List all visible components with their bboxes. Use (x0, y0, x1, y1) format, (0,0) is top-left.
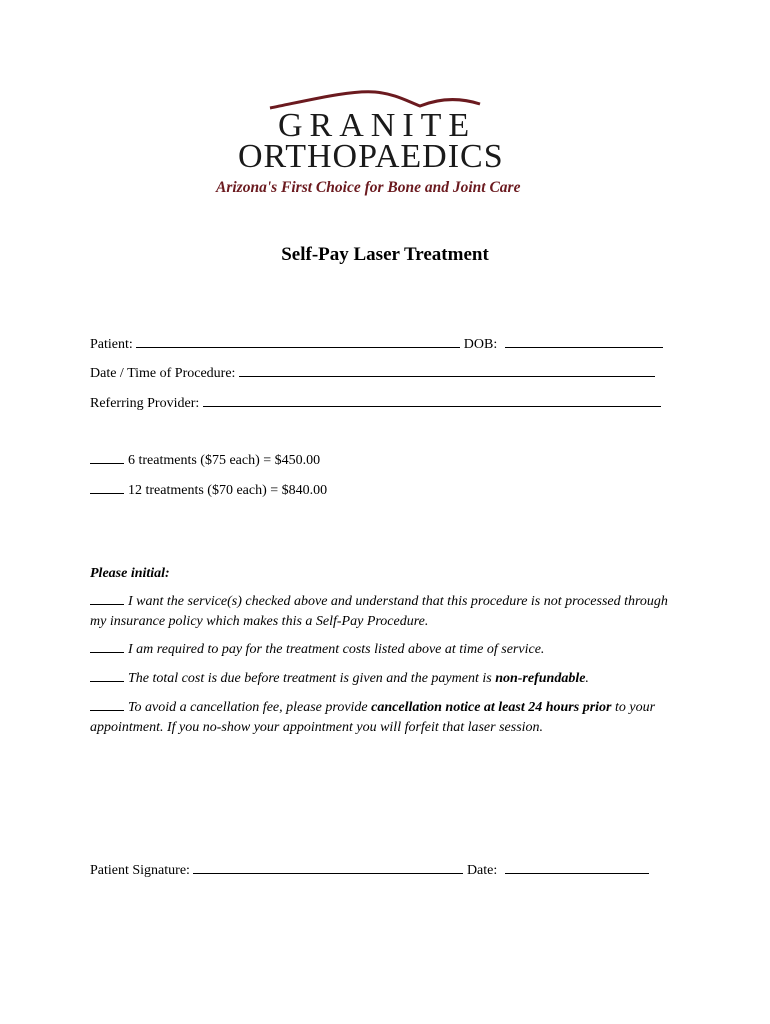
logo-line1: GRANITE (278, 107, 477, 144)
date-label: Date: (466, 863, 498, 878)
granite-orthopaedics-logo (210, 86, 560, 196)
option1-blank[interactable] (90, 451, 124, 464)
patient-row (90, 335, 663, 353)
signature-label: Patient Signature: (90, 863, 190, 878)
statement-2-text: I am required to pay for the treatment costs listed above at time of service. (128, 642, 545, 657)
statement-1-text: I want the service(s) checked above and understand that this procedure is not processed through my insurance policy which makes this a Self-Pay Procedure. (90, 594, 668, 629)
statement-4 (90, 698, 680, 738)
initial-blank-3[interactable] (90, 669, 124, 682)
mountain-swoosh-icon (270, 92, 480, 108)
non-refundable-text: non-refundable (495, 671, 586, 686)
option2-text: 12 treatments ($70 each) = $840.00 (128, 483, 328, 498)
option1-text: 6 treatments ($75 each) = $450.00 (128, 453, 321, 468)
provider-label: Referring Provider: (90, 396, 200, 411)
provider-row (90, 394, 661, 412)
procedure-row (90, 364, 655, 382)
initial-blank-1[interactable] (90, 592, 124, 605)
option2-blank[interactable] (90, 481, 124, 494)
signature-field[interactable] (193, 861, 463, 874)
statement-4-text: To avoid a cancellation fee, please provide (128, 700, 372, 715)
statement-4-end: to your appointment. If you no-show your appointment you will forfeit that laser session. (90, 700, 656, 735)
procedure-label: Date / Time of Procedure: (90, 366, 236, 381)
statement-3-end: . (585, 671, 589, 686)
provider-field[interactable] (203, 394, 661, 407)
initial-blank-2[interactable] (90, 640, 124, 653)
patient-label: Patient: (90, 337, 133, 352)
statement-2 (90, 640, 680, 660)
date-field[interactable] (505, 861, 649, 874)
dob-label: DOB: (463, 337, 498, 352)
statement-1 (90, 592, 680, 632)
option-row-6 (90, 451, 320, 469)
statement-3-text: The total cost is due before treatment is given and the payment is (128, 671, 496, 686)
signature-row (90, 861, 649, 879)
cancellation-notice-text: cancellation notice at least 24 hours prior (371, 700, 612, 715)
patient-field[interactable] (136, 335, 460, 348)
dob-field[interactable] (505, 335, 663, 348)
logo-tagline: Arizona's First Choice for Bone and Joint Care (216, 179, 521, 196)
initial-heading: Please initial: (90, 566, 170, 581)
procedure-field[interactable] (239, 364, 655, 377)
form-title: Self-Pay Laser Treatment (281, 244, 489, 265)
initial-blank-4[interactable] (90, 698, 124, 711)
statement-3 (90, 669, 680, 689)
logo-line2: ORTHOPAEDICS (238, 138, 504, 175)
option-row-12 (90, 481, 327, 499)
